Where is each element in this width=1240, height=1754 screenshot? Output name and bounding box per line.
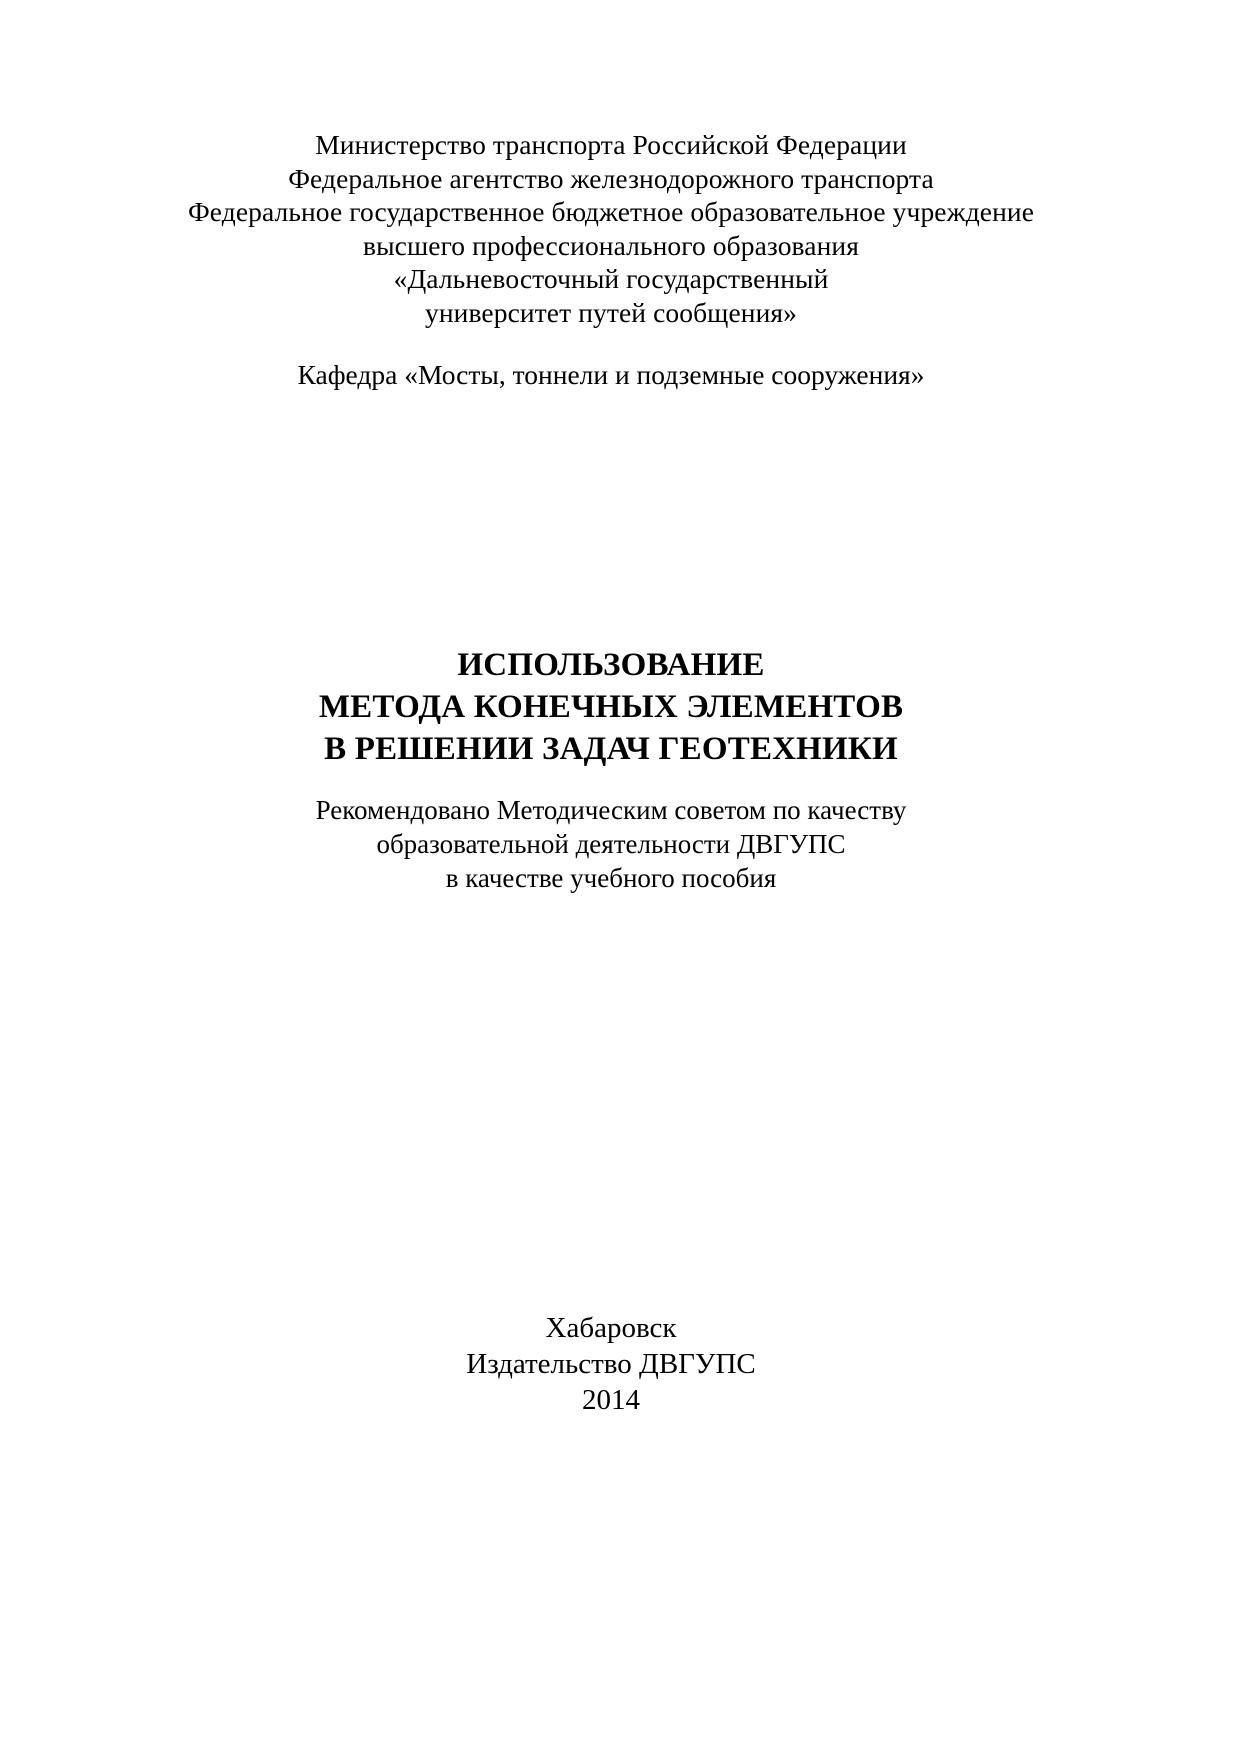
- institution-line-6: университет путей сообщения»: [425, 296, 797, 328]
- title-line-1: ИСПОЛЬЗОВАНИЕ: [457, 647, 765, 683]
- recommendation-line-3: в качестве учебного пособия: [445, 863, 777, 893]
- title-line-2: МЕТОДА КОНЕЧНЫХ ЭЛЕМЕНТОВ: [318, 689, 904, 725]
- page-title: [111, 644, 1111, 770]
- imprint-publisher: Издательство ДВГУПС: [466, 1348, 756, 1380]
- imprint-city: Хабаровск: [545, 1312, 677, 1344]
- imprint-block: [111, 1310, 1111, 1418]
- institution-line-3: Федеральное государственное бюджетное образовательное учреждение: [187, 196, 1035, 227]
- recommendation-line-1: Рекомендовано Методическим советом по качеству: [315, 795, 907, 825]
- institution-line-2: Федеральное агентство железнодорожного транспорта: [288, 162, 934, 194]
- institution-line-1: Министерство транспорта Российской Федерации: [315, 129, 907, 160]
- department-line-1: Кафедра «Мосты, тоннели и подземные сооружения»: [297, 359, 925, 390]
- institution-line-5: «Дальневосточный государственный: [393, 263, 829, 294]
- recommendation-statement: [111, 793, 1111, 895]
- institution-line-4: высшего профессионального образования: [363, 229, 859, 261]
- recommendation-line-2: образовательной деятельности ДВГУПС: [376, 829, 846, 859]
- institution-header: [111, 128, 1111, 329]
- title-line-3: В РЕШЕНИИ ЗАДАЧ ГЕОТЕХНИКИ: [324, 731, 898, 767]
- imprint-year: 2014: [582, 1384, 640, 1416]
- department-name: [111, 358, 1111, 392]
